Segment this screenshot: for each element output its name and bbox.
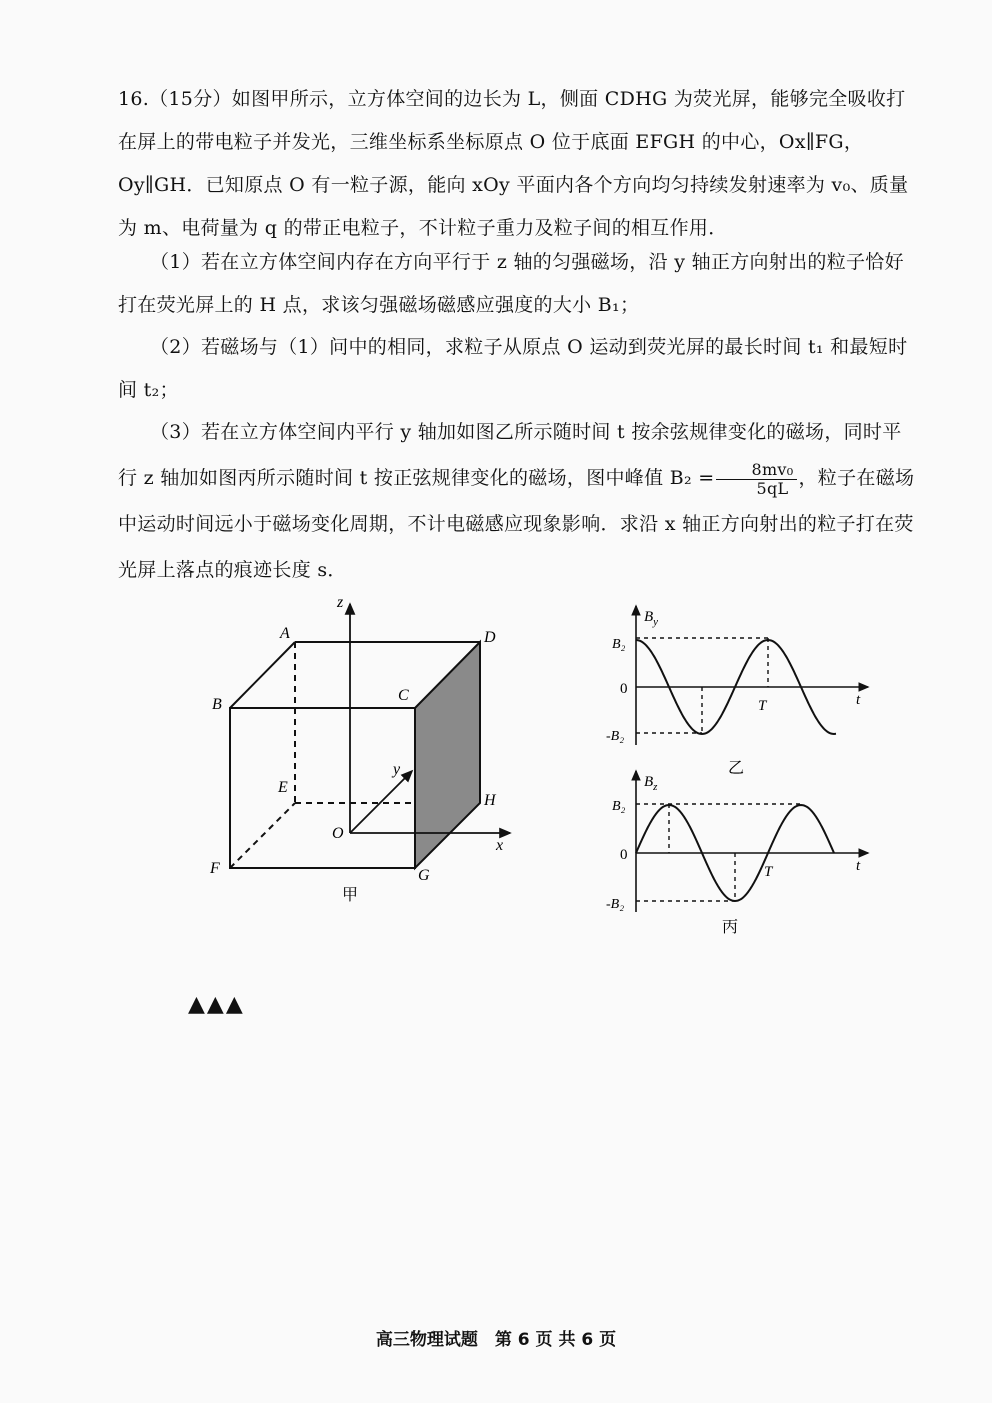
label-y: y — [393, 761, 401, 778]
bing-tick-top: B₂ — [612, 799, 626, 814]
page-footer: 高三物理试题 第 6 页 共 6 页 — [375, 1330, 617, 1350]
yi-ylabel: $B_y$ — [644, 609, 659, 628]
figure-jia-cube — [200, 590, 530, 910]
label-d: D — [484, 629, 496, 646]
yi-xlabel: t — [856, 692, 861, 708]
fraction-denominator: 5qL — [756, 478, 789, 498]
bing-xlabel: t — [856, 858, 861, 874]
bing-tick-zero: 0 — [620, 847, 628, 863]
cube-front-face — [230, 708, 415, 868]
label-b: B — [212, 696, 222, 713]
part-3-text-a: （3）若在立方体空间内平行 y 轴加如图乙所示随时间 t 按余弦规律变化的磁场，同时平行 z 轴加如图丙所示随时间 t 按正弦规律变化的磁场，图中峰值 B₂ = — [118, 421, 902, 489]
yi-tick-top: B₂ — [612, 637, 626, 652]
yi-period-label: T — [758, 698, 767, 714]
label-x: x — [496, 837, 504, 854]
bing-ylabel: $B_z$ — [644, 774, 658, 793]
y-axis — [350, 771, 412, 833]
bing-period-label: T — [764, 864, 773, 880]
fluorescent-screen-cdhg — [415, 642, 480, 868]
yi-tick-zero: 0 — [620, 681, 628, 697]
caption-jia: 甲 — [342, 885, 359, 904]
label-h: H — [484, 792, 496, 809]
end-of-questions-mark: ▲▲▲ — [188, 992, 245, 1017]
part-3-text-b: ，粒子在磁场中运动时间远小于磁场变化周期，不计电磁感应现象影响．求沿 x 轴正方向射出的粒子打在荧光屏上落点的痕迹长度 s． — [118, 467, 915, 581]
fraction-numerator: 8mv₀ — [716, 461, 796, 480]
caption-bing: 丙 — [722, 917, 739, 936]
caption-yi: 乙 — [728, 758, 745, 777]
question-16-part-2: （2）若磁场与（1）问中的相同，求粒子从原点 O 运动到荧光屏的最长时间 t₁ 和最短时间 t₂； — [118, 336, 908, 401]
question-16-stem: 16.（15分）如图甲所示，立方体空间的边长为 L，侧面 CDHG 为荧光屏，能够完全吸收打在屏上的带电粒子并发光，三维坐标系坐标原点 O 位于底面 EFGH 的中心，Ox∥FG，Oy∥GH．已知原点 O 有一粒子源，能向 xOy 平面内各个方向均匀持续发射速率为 v₀、质量为 m、电荷量为 q 的带正电粒子，不计粒子重力及粒子间的相互作用． — [118, 88, 909, 239]
bing-tick-bottom: -B₂ — [606, 897, 625, 912]
label-c: C — [398, 687, 409, 704]
figure-yi-by-graph — [600, 600, 880, 780]
figure-bing-bz-graph — [600, 765, 880, 940]
label-f: F — [210, 860, 220, 877]
question-16-part-3 — [118, 409, 918, 593]
label-g: G — [418, 867, 430, 884]
label-z: z — [337, 594, 344, 611]
label-a: A — [280, 625, 290, 642]
question-16-part-1: （1）若在立方体空间内存在方向平行于 z 轴的匀强磁场，沿 y 轴正方向射出的粒子恰好打在荧光屏上的 H 点，求该匀强磁场磁感应强度的大小 B₁； — [118, 251, 904, 316]
label-o: O — [332, 825, 344, 842]
label-e: E — [278, 779, 288, 796]
peak-fraction — [716, 461, 796, 498]
yi-tick-bottom: -B₂ — [606, 729, 625, 744]
